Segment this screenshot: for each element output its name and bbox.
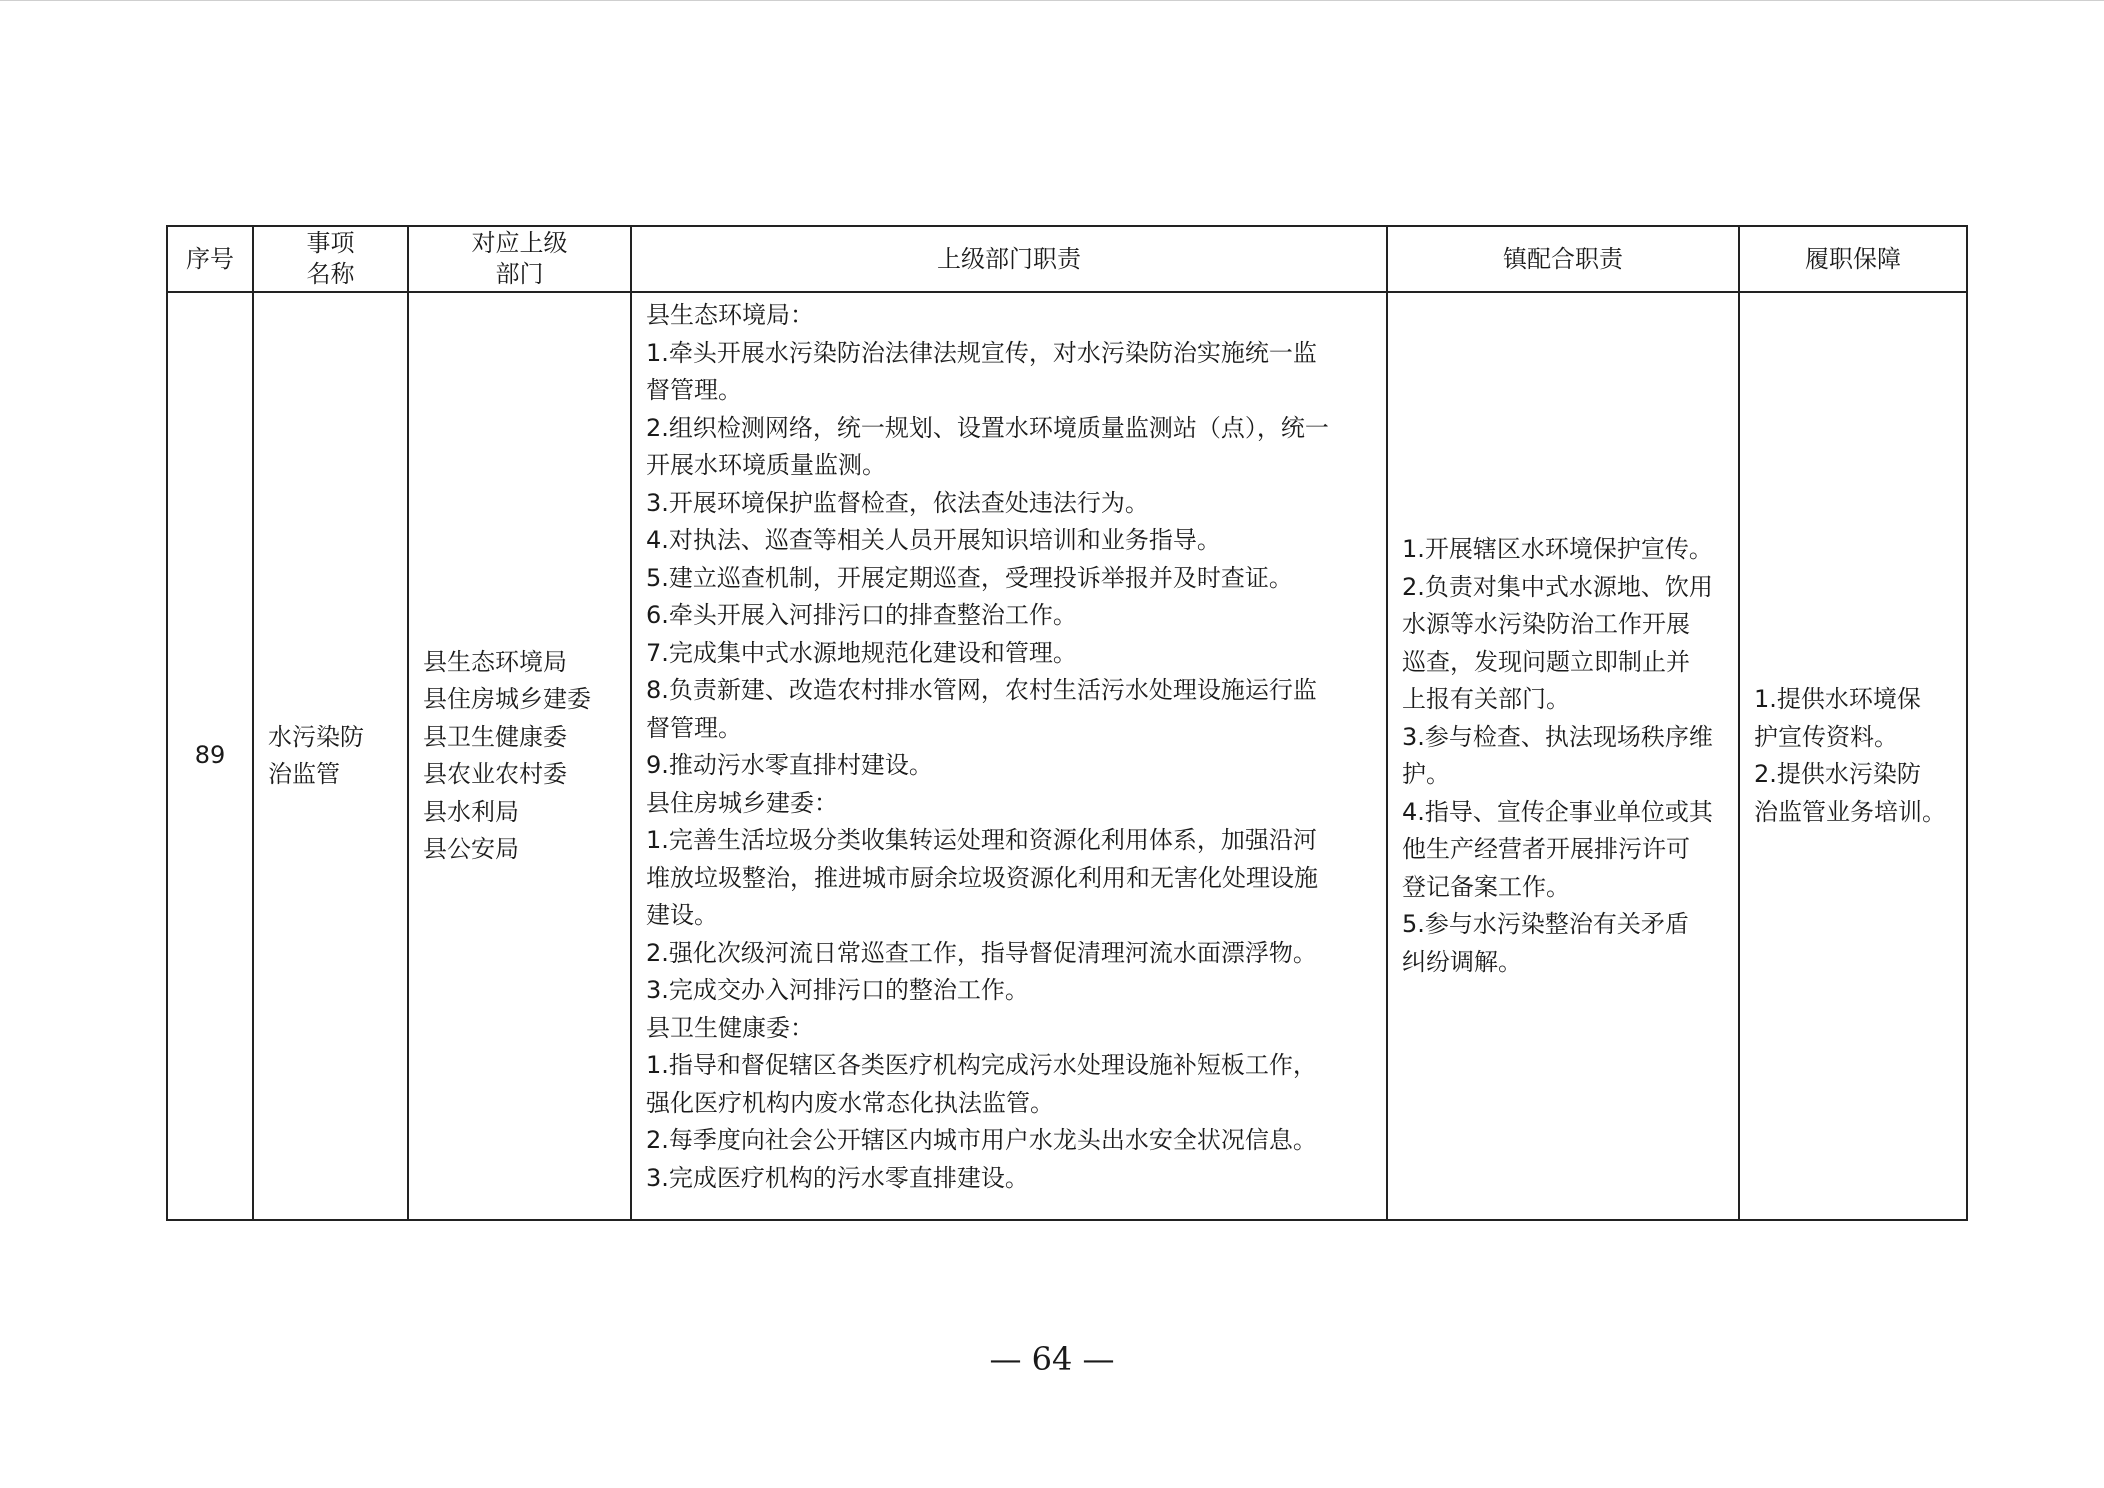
town-duty-line: 1.开展辖区水环境保护宣传。 [1402,535,1713,563]
town-duty-line: 护。 [1402,760,1450,788]
superior-duty-line: 强化医疗机构内废水常态化执法监管。 [646,1088,1054,1117]
superior-duty-line: 县生态环境局： [646,301,814,329]
header-seq: 序号 [167,226,253,292]
superior-duty-line: 3.完成医疗机构的污水零直排建设。 [646,1163,1029,1192]
guarantee-line: 2.提供水污染防 [1754,760,1921,788]
superior-duty-line: 建设。 [646,901,718,929]
superior-duty-line: 9.推动污水零直排村建设。 [646,751,933,779]
town-duty-line: 4.指导、宣传企事业单位或其 [1402,797,1713,826]
town-duty-line: 3.参与检查、执法现场秩序维 [1402,722,1713,751]
superior-duty-line: 2.每季度向社会公开辖区内城市用户水龙头出水安全状况信息。 [646,1126,1317,1154]
town-duty-line: 2.负责对集中式水源地、饮用 [1402,572,1713,601]
superior-duty-line: 1.指导和督促辖区各类医疗机构完成污水处理设施补短板工作， [646,1051,1317,1079]
cell-seq: 89 [167,292,253,1220]
header-superior-duty: 上级部门职责 [631,226,1387,292]
superior-duty-line: 2.强化次级河流日常巡查工作，指导督促清理河流水面漂浮物。 [646,938,1317,967]
town-duty-line: 他生产经营者开展排污许可 [1402,835,1690,863]
department-item: 县农业农村委 [423,760,567,788]
superior-duty-line: 督管理。 [646,376,742,404]
cell-town-duty [1387,292,1739,1220]
guarantee-line: 1.提供水环境保 [1754,685,1921,713]
superior-duty-line: 4.对执法、巡查等相关人员开展知识培训和业务指导。 [646,526,1221,554]
table-row [167,292,1967,1220]
item-name-line: 治监管 [268,760,340,788]
superior-duty-line: 3.完成交办入河排污口的整治工作。 [646,976,1029,1004]
superior-duty-line: 5.建立巡查机制，开展定期巡查，受理投诉举报并及时查证。 [646,563,1293,592]
superior-duty-line: 督管理。 [646,713,742,742]
superior-duty-line: 堆放垃圾整治，推进城市厨余垃圾资源化利用和无害化处理设施 [646,863,1318,892]
header-guarantee: 履职保障 [1739,226,1967,292]
header-town-duty: 镇配合职责 [1387,226,1739,292]
department-item: 县生态环境局 [423,647,567,676]
town-duty-line: 水源等水污染防治工作开展 [1402,610,1690,638]
cell-guarantee [1739,292,1967,1220]
guarantee-line: 治监管业务培训。 [1754,797,1946,826]
superior-duty-line: 8.负责新建、改造农村排水管网，农村生活污水处理设施运行监 [646,676,1317,704]
cell-departments [408,292,631,1220]
superior-duty-line: 3.开展环境保护监督检查，依法查处违法行为。 [646,488,1149,517]
guarantee-line: 护宣传资料。 [1754,722,1898,751]
superior-duty-line: 1.完善生活垃圾分类收集转运处理和资源化利用体系，加强沿河 [646,826,1317,854]
duty-table [166,225,1968,1221]
superior-duty-line: 7.完成集中式水源地规范化建设和管理。 [646,638,1077,667]
header-item-name-line: 名称 [306,260,355,288]
department-item: 县公安局 [423,835,519,863]
item-name-line: 水污染防 [268,722,364,751]
superior-duty-line: 6.牵头开展入河排污口的排查整治工作。 [646,601,1077,629]
page-number: — 64 — [989,1340,1115,1378]
header-item-name [253,226,408,292]
town-duty-line: 巡查，发现问题立即制止并 [1402,647,1690,676]
town-duty-line: 登记备案工作。 [1402,872,1570,901]
superior-duty-line: 开展水环境质量监测。 [646,451,886,479]
town-duty-line: 纠纷调解。 [1402,947,1522,976]
superior-duty-line: 1.牵头开展水污染防治法律法规宣传，对水污染防治实施统一监 [646,338,1317,367]
header-superior-dept-line: 对应上级 [471,229,568,257]
department-item: 县住房城乡建委 [423,685,591,713]
department-item: 县卫生健康委 [423,722,567,751]
superior-duty-line: 县住房城乡建委： [646,788,838,817]
department-item: 县水利局 [423,797,519,826]
page-top-edge [0,0,2104,1]
header-superior-dept [408,226,631,292]
town-duty-line: 上报有关部门。 [1402,685,1570,713]
table-header-row [167,226,1967,292]
header-superior-dept-line: 部门 [495,260,544,288]
cell-superior-duty [631,292,1387,1220]
superior-duty-line: 县卫生健康委： [646,1013,814,1042]
town-duty-line: 5.参与水污染整治有关矛盾 [1402,910,1689,938]
cell-item-name [253,292,408,1220]
header-item-name-line: 事项 [306,229,355,257]
superior-duty-line: 2.组织检测网络，统一规划、设置水环境质量监测站（点），统一 [646,413,1329,442]
